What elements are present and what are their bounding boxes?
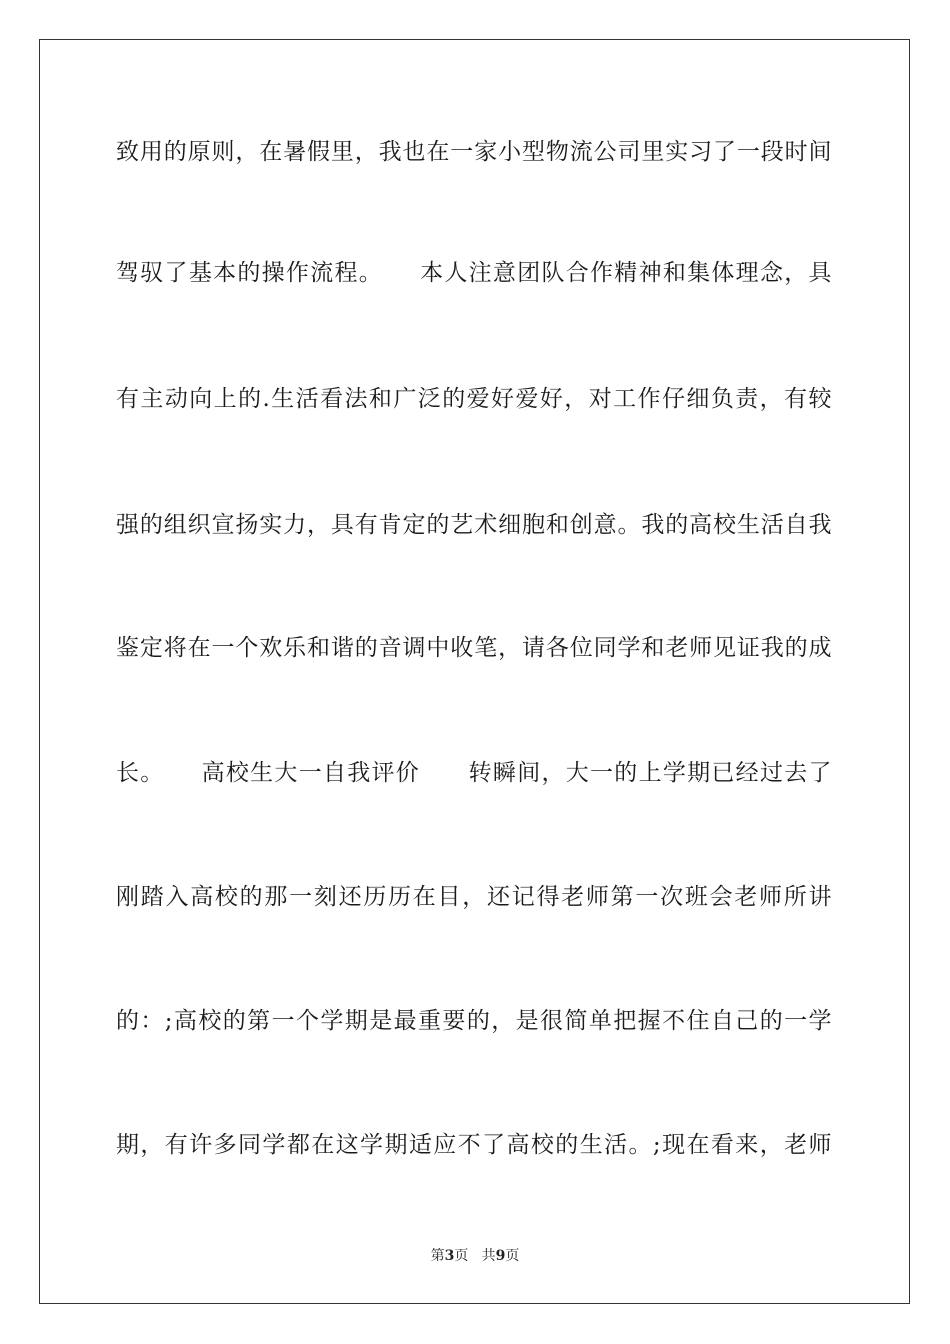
text-line-5: 鉴定将在一个欢乐和谐的音调中收笔，请各位同学和老师见证我的成 xyxy=(116,635,832,661)
total-suffix: 页 xyxy=(505,1248,520,1264)
total-prefix: 共 xyxy=(481,1248,496,1264)
text-line-3: 有主动向上的.生活看法和广泛的爱好爱好，对工作仔细负责，有较 xyxy=(116,386,832,412)
page-prefix: 第 xyxy=(430,1248,445,1264)
text-line-8: 的：;高校的第一个学期是最重要的，是很简单把握不住自己的一学 xyxy=(116,1008,832,1034)
text-line-2: 驾驭了基本的操作流程。 本人注意团队合作精神和集体理念，具 xyxy=(116,260,832,286)
text-line-4: 强的组织宣扬实力，具有肯定的艺术细胞和创意。我的高校生活自我 xyxy=(116,512,832,538)
total-pages: 9 xyxy=(495,1248,506,1264)
text-line-6: 长。 高校生大一自我评价 转瞬间，大一的上学期已经过去了 xyxy=(116,760,832,786)
page-footer xyxy=(0,1247,950,1265)
page-number: 3 xyxy=(444,1248,455,1264)
text-line-1: 致用的原则，在暑假里，我也在一家小型物流公司里实习了一段时间 xyxy=(116,139,832,165)
text-line-7: 刚踏入高校的那一刻还历历在目，还记得老师第一次班会老师所讲 xyxy=(116,884,832,910)
page-suffix: 页 xyxy=(454,1248,469,1264)
page-border xyxy=(39,39,910,1304)
text-line-9: 期，有许多同学都在这学期适应不了高校的生活。;现在看来，老师 xyxy=(116,1132,832,1158)
